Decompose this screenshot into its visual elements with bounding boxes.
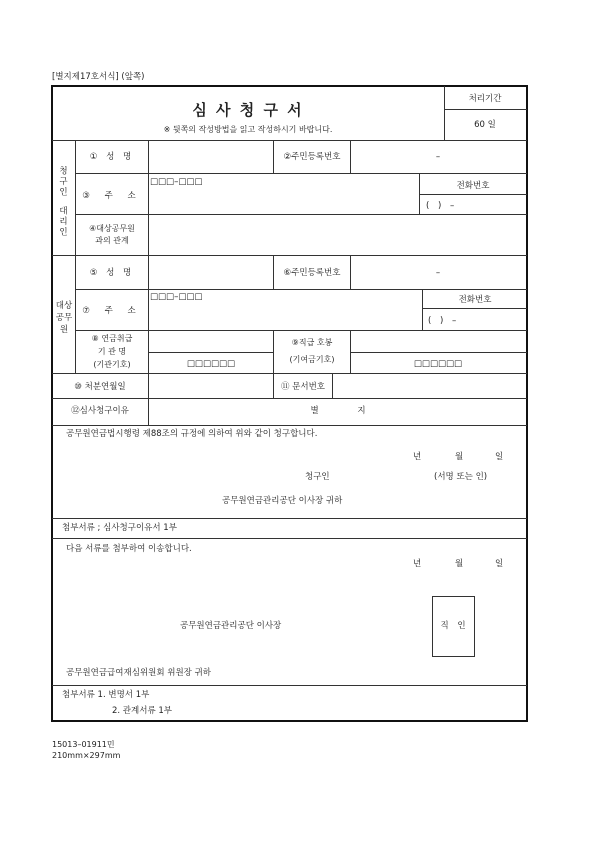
section-line-3 [52, 425, 527, 426]
declaration-text: 공무원연금법시행령 제88조의 규정에 의하여 위와 같이 청구합니다. [66, 429, 318, 439]
target-rrn-col-left [273, 255, 274, 289]
claimant-address-label: ③ 주 소 [82, 191, 142, 201]
rank-mid-line [350, 352, 527, 353]
target-group-label: 대상공무원 [55, 301, 73, 335]
target-address-label: ⑦ 주 소 [82, 306, 142, 316]
processing-period-value: 60 일 [474, 120, 496, 130]
claimant-group-label: 청구인 [57, 166, 68, 198]
target-group-divider [75, 255, 76, 373]
claimant-rrn-col-left [273, 140, 274, 174]
claimant-phone-line [419, 194, 527, 195]
target-phone-line [422, 308, 527, 309]
forward-text: 다음 서류를 첨부하여 이송합니다. [66, 544, 192, 554]
declaration-month: 월 [455, 452, 464, 462]
disposition-date-label: ⑩ 처분연월일 [74, 382, 126, 392]
official-seal-label: 직 인 [440, 621, 466, 631]
target-row-line-2 [76, 330, 527, 331]
declaration-addressee: 공무원연금관리공단 이사장 귀하 [222, 496, 343, 506]
doc-no-col-left [273, 373, 274, 398]
forward-addressee: 공무원연금급여재심위원회 위원장 귀하 [66, 668, 211, 678]
attachment-2-line-1: 첨부서류 1. 변명서 1부 [62, 690, 150, 700]
claimant-signature-label: 청구인 [305, 472, 330, 482]
target-phone-label: 전화번호 [458, 295, 492, 305]
processing-period-label: 처리기간 [468, 94, 502, 104]
claimant-rrn-field[interactable]: – [435, 152, 441, 162]
target-zip[interactable]: □□□–□□□ [150, 292, 203, 302]
instruction-note: ※ 뒷쪽의 작성방법을 읽고 작성하시기 바랍니다. [163, 125, 333, 134]
frame-bottom [51, 720, 528, 722]
relation-field[interactable] [149, 215, 526, 254]
target-phone-col [422, 289, 423, 330]
relation-label-2: 과의 관계 [95, 236, 129, 245]
attachment-1: 첨부서류 ; 심사청구이유서 1부 [62, 523, 177, 533]
appeal-reason-label: ⑫심사청구이유 [71, 406, 129, 416]
processing-divider [444, 109, 527, 110]
claimant-zip[interactable]: □□□–□□□ [150, 177, 203, 187]
section-line-4 [52, 518, 527, 519]
agency-label-2: 기 관 명 [97, 347, 127, 356]
appeal-reason-value: 별 지 [310, 406, 366, 416]
form-number: [별지제17호서식] (앞쪽) [52, 72, 145, 82]
forward-sender: 공무원연금관리공단 이사장 [180, 621, 282, 631]
doc-number-label: ⑪ 문서번호 [280, 382, 326, 392]
claimant-rrn-col-right [350, 140, 351, 174]
target-name-label: ⑤ 성 명 [89, 268, 135, 278]
section-line-6 [52, 685, 527, 686]
claimant-row-line-1 [76, 173, 527, 174]
forward-month: 월 [455, 559, 464, 569]
disposition-date-field[interactable] [149, 374, 273, 398]
signature-placeholder[interactable]: (서명 또는 인) [434, 472, 488, 482]
rank-label-1: ⑨직급 호봉 [291, 338, 333, 347]
declaration-day: 일 [495, 452, 504, 462]
target-rrn-col-right [350, 255, 351, 289]
claimant-group-divider [75, 140, 76, 255]
disposition-line [52, 398, 527, 399]
frame-right [526, 85, 528, 722]
claimant-rrn-label: ②주민등록번호 [283, 152, 341, 162]
frame-left [51, 85, 53, 722]
target-label-col [148, 255, 149, 373]
section-line-5 [52, 538, 527, 539]
claimant-phone-field[interactable]: ( ) – [426, 201, 455, 211]
attachment-2-line-2: 2. 관계서류 1부 [112, 706, 172, 716]
claimant-phone-label: 전화번호 [456, 181, 490, 191]
agency-mid-line [149, 352, 273, 353]
agency-label-1: ⑧ 연금취급 [91, 334, 133, 343]
agency-label-3: (기관기호) [93, 360, 131, 369]
footer-code: 15013–01911민 [52, 740, 115, 749]
rank-col-left [273, 330, 274, 373]
section-line-1 [52, 255, 527, 256]
rank-label-2: (기여금기호) [289, 355, 335, 364]
title-bottom-line [52, 140, 527, 141]
target-rrn-label: ⑥주민등록번호 [283, 268, 341, 278]
relation-label-1: ④대상공무원 [89, 224, 135, 233]
forward-day: 일 [495, 559, 504, 569]
frame-top [51, 85, 528, 87]
agency-code-field[interactable]: □□□□□□ [186, 359, 236, 369]
target-phone-field[interactable]: ( ) – [428, 316, 457, 326]
target-rrn-field[interactable]: – [435, 268, 441, 278]
claimant-name-label: ① 성 명 [89, 152, 135, 162]
rank-code-field[interactable]: □□□□□□ [413, 359, 463, 369]
claimant-name-field[interactable] [149, 141, 273, 173]
target-row-line-1 [76, 289, 527, 290]
footer-size: 210mm×297mm [52, 751, 121, 760]
agent-group-label: 대리인 [57, 206, 68, 238]
forward-year: 년 [413, 559, 422, 569]
title-divider [444, 86, 445, 140]
form-title: 심 사 청 구 서 [192, 101, 304, 119]
doc-number-field[interactable] [333, 374, 526, 398]
declaration-year: 년 [413, 452, 422, 462]
